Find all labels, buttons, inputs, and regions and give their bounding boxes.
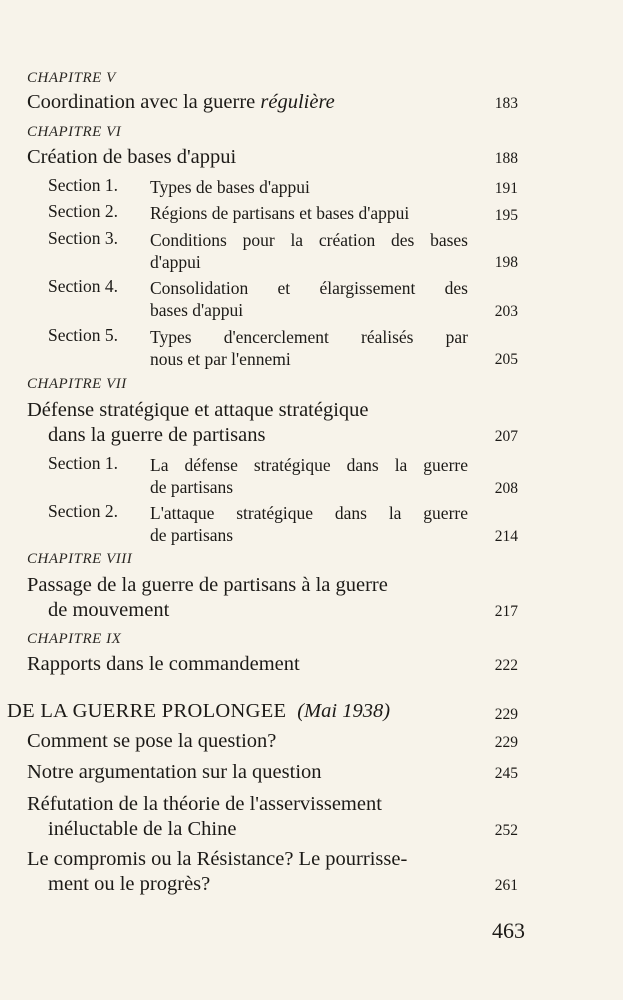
section-title-cont: d'appui — [150, 252, 201, 272]
entry-title: Réfutation de la théorie de l'asservissement — [27, 793, 382, 815]
page-number: 245 — [494, 765, 518, 782]
page-number: 188 — [494, 150, 518, 167]
section-title-cont: nous et par l'ennemi — [150, 349, 291, 369]
chapter-title: Coordination avec la guerre régulière — [27, 91, 335, 113]
page-number: 183 — [494, 95, 518, 112]
section-title: Conditions pour la création des bases — [150, 230, 468, 250]
page-number: 252 — [494, 822, 518, 839]
chapter-title-cont: de mouvement — [48, 599, 170, 621]
page-number: 198 — [494, 254, 518, 271]
page-number: 205 — [494, 351, 518, 368]
chapter-title: Défense stratégique et attaque stratégique — [27, 399, 369, 421]
page-number: 222 — [494, 657, 518, 674]
section-title: Types d'encerclement réalisés par — [150, 327, 468, 347]
entry-title-cont: ment ou le progrès? — [48, 873, 211, 895]
section-title-cont: de partisans — [150, 477, 234, 497]
page-number: 229 — [494, 734, 518, 751]
section-title: La défense stratégique dans la guerre — [150, 455, 468, 475]
chapter-label: CHAPITRE IX — [27, 631, 122, 647]
essay-title: DE LA GUERRE PROLONGEE (Mai 1938) — [7, 700, 391, 722]
section-number: Section 2. — [48, 201, 118, 221]
page-number: 191 — [494, 180, 518, 197]
section-number: Section 5. — [48, 325, 118, 345]
page-number: 208 — [494, 480, 518, 497]
chapter-title: Rapports dans le commandement — [27, 653, 300, 675]
chapter-label: CHAPITRE VI — [27, 124, 122, 140]
section-number: Section 4. — [48, 276, 118, 296]
chapter-label: CHAPITRE VII — [27, 376, 127, 392]
page-number: 261 — [494, 877, 518, 894]
section-number: Section 1. — [48, 453, 118, 473]
page-number: 203 — [494, 303, 518, 320]
section-title-cont: bases d'appui — [150, 300, 244, 320]
chapter-title: Création de bases d'appui — [27, 146, 237, 168]
chapter-label: CHAPITRE VIII — [27, 551, 133, 567]
page-number: 195 — [494, 207, 518, 224]
section-number: Section 1. — [48, 175, 118, 195]
page-folio: 463 — [492, 918, 525, 943]
chapter-title: Passage de la guerre de partisans à la guerre — [27, 574, 388, 596]
section-title: Types de bases d'appui — [150, 177, 310, 197]
entry-title: Le compromis ou la Résistance? Le pourrisse- — [27, 848, 408, 870]
section-title-cont: de partisans — [150, 525, 234, 545]
chapter-label: CHAPITRE V — [27, 70, 116, 86]
page-number: 214 — [494, 528, 518, 545]
section-title: Régions de partisans et bases d'appui — [150, 203, 410, 223]
chapter-title-cont: dans la guerre de partisans — [48, 424, 266, 446]
entry-title: Notre argumentation sur la question — [27, 761, 322, 783]
entry-title-cont: inéluctable de la Chine — [48, 818, 237, 840]
section-number: Section 2. — [48, 501, 118, 521]
page-number: 217 — [494, 603, 518, 620]
entry-title: Comment se pose la question? — [27, 730, 277, 752]
page-number: 229 — [494, 706, 518, 723]
section-number: Section 3. — [48, 228, 118, 248]
page-number: 207 — [494, 428, 518, 445]
section-title: Consolidation et élargissement des — [150, 278, 468, 298]
section-title: L'attaque stratégique dans la guerre — [150, 503, 468, 523]
